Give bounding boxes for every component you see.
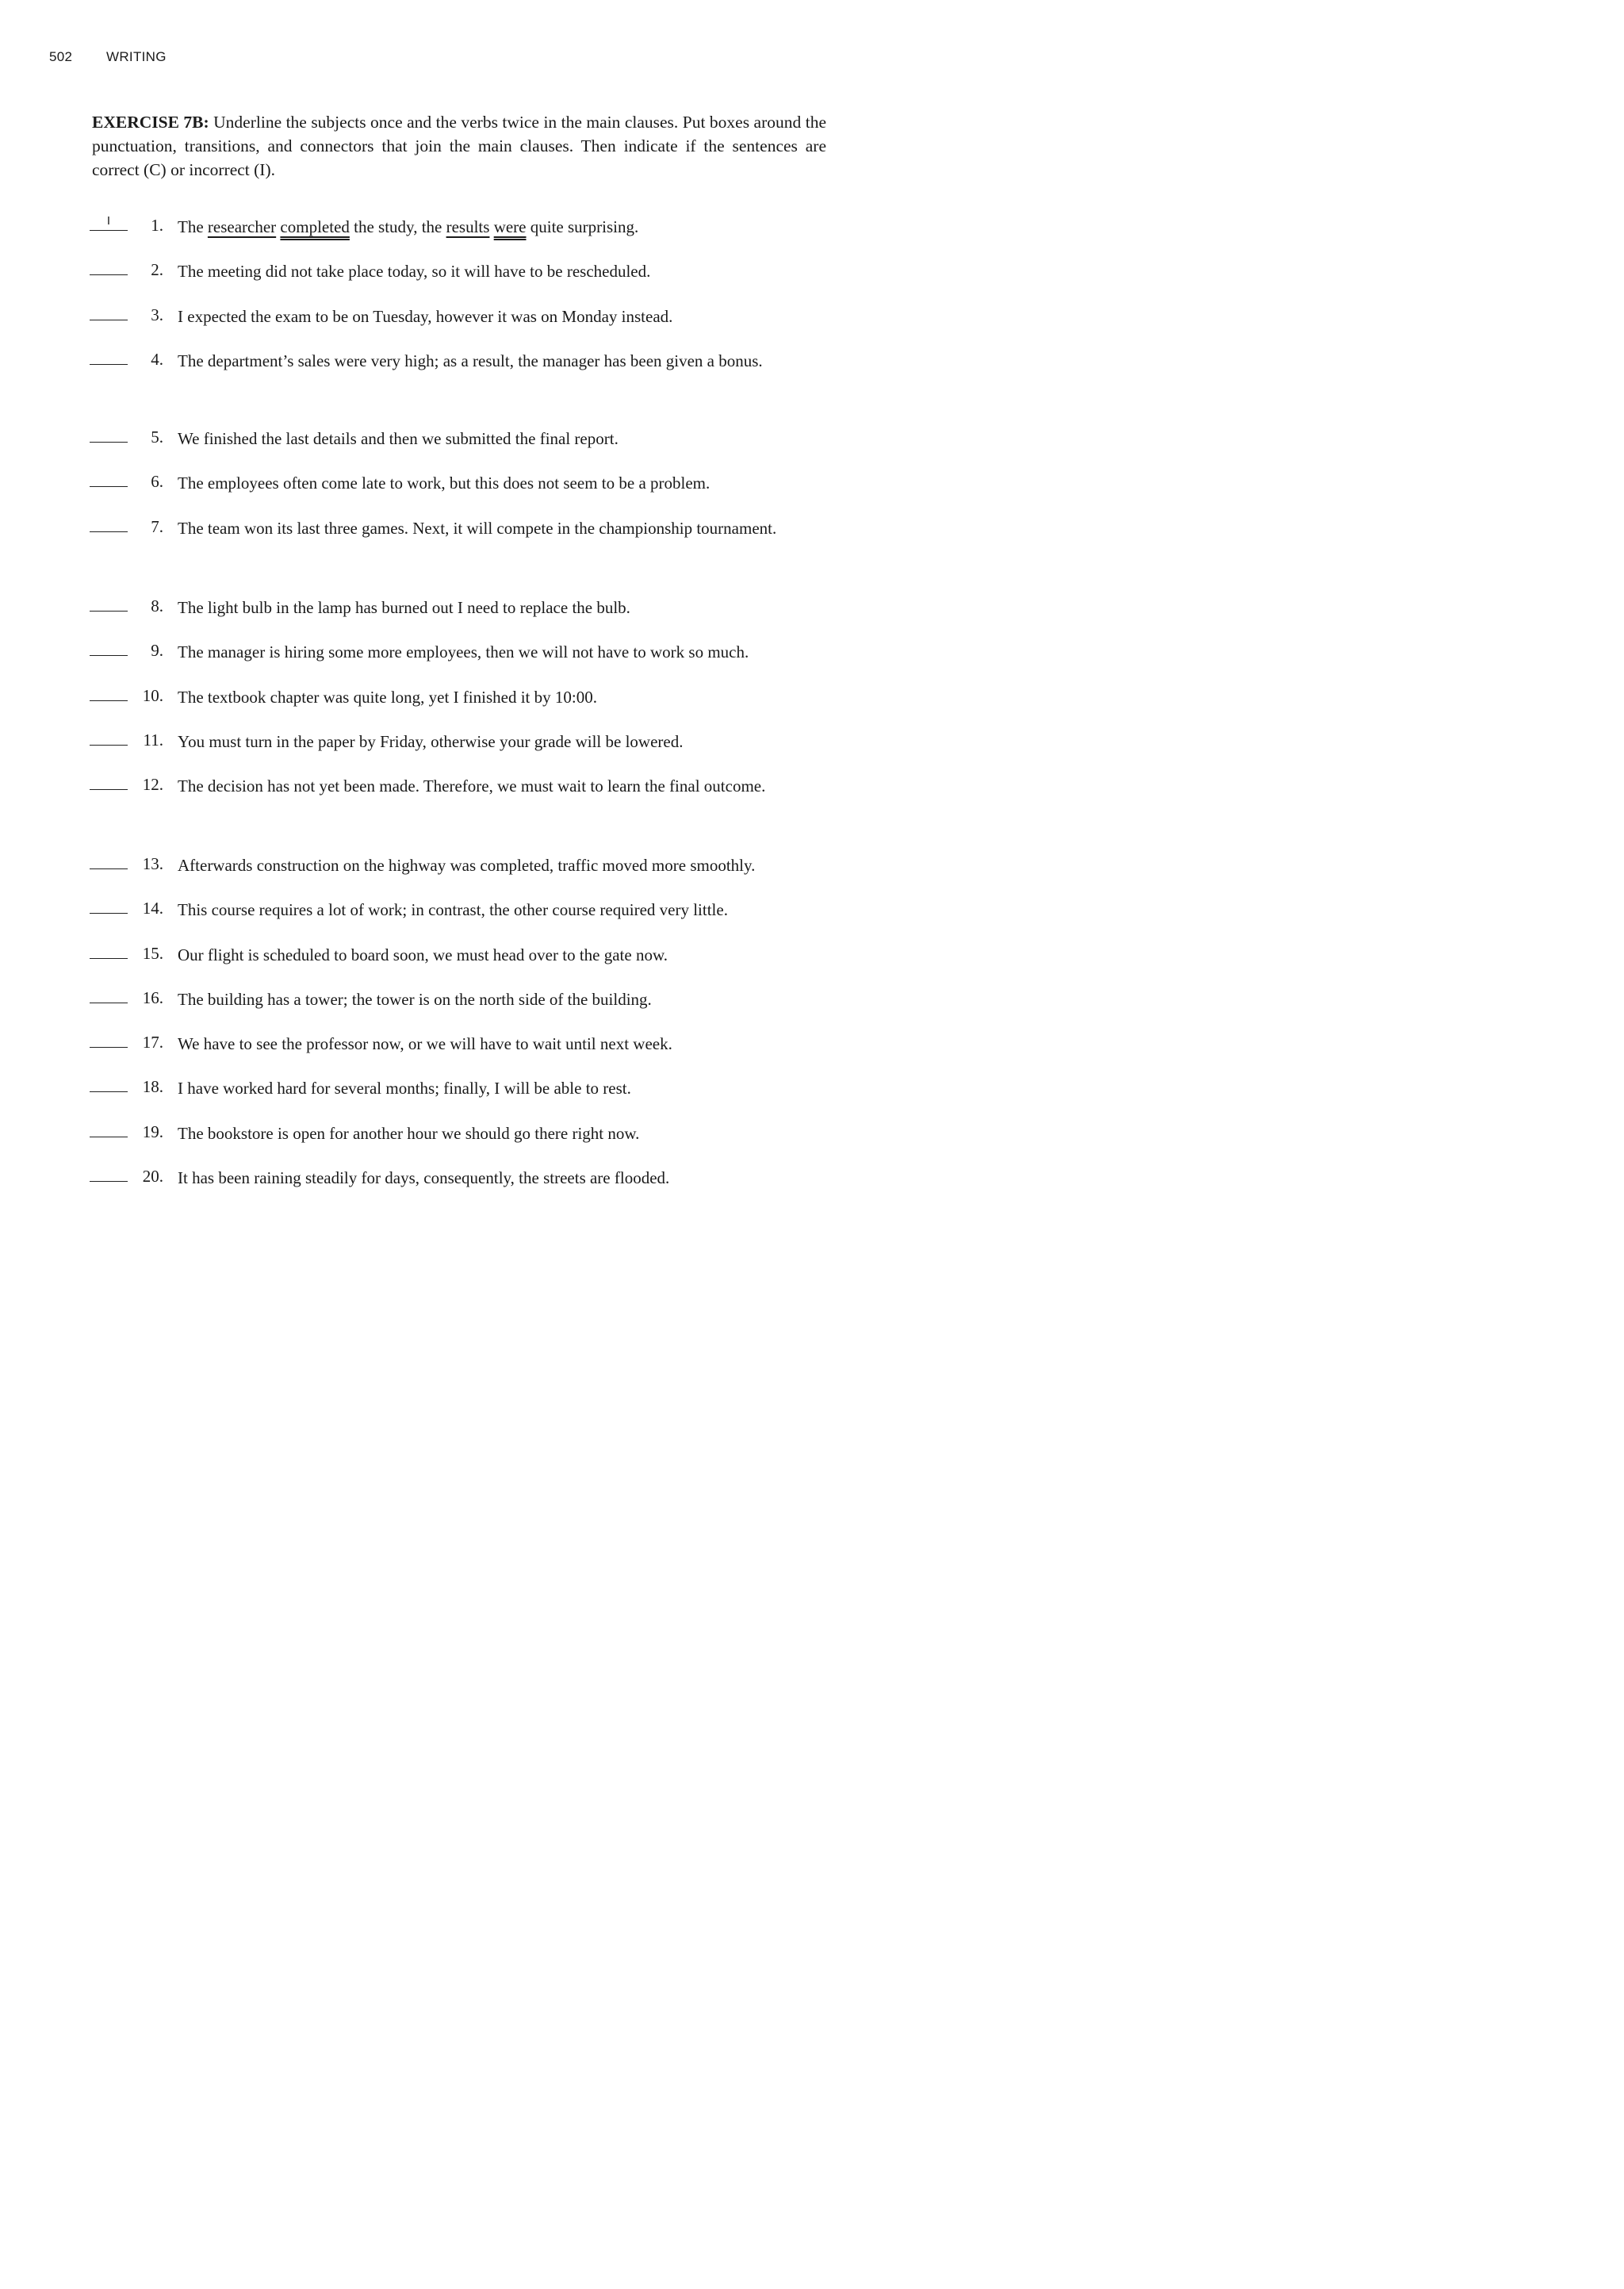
item-number: 3. <box>151 305 163 324</box>
item-sentence: The bookstore is open for another hour we should go there right now. <box>178 1124 640 1143</box>
item-number: 15. <box>142 944 163 963</box>
subject-underlined: researcher <box>207 217 277 236</box>
item-sentence: Our flight is scheduled to board soon, we must head over to the gate now. <box>178 945 668 964</box>
answer-blank[interactable] <box>90 304 128 320</box>
item-sentence: We have to see the professor now, or we will have to wait until next week. <box>178 1034 672 1053</box>
item-sentence: The light bulb in the lamp has burned out I need to replace the bulb. <box>178 598 630 617</box>
verb-double-underlined: completed <box>280 217 350 236</box>
item-sentence: This course requires a lot of work; in contrast, the other course required very little. <box>178 900 728 919</box>
item-sentence: Afterwards construction on the highway was completed, traffic moved more smoothly. <box>178 856 756 875</box>
item-sentence: I have worked hard for several months; finally, I will be able to rest. <box>178 1079 631 1098</box>
item-number: 14. <box>142 899 163 918</box>
answer-blank[interactable] <box>90 853 128 869</box>
item-sentence: The employees often come late to work, but this does not seem to be a problem. <box>178 474 710 493</box>
answer-blank[interactable] <box>90 426 128 443</box>
item-number: 12. <box>142 775 163 794</box>
item-sentence: You must turn in the paper by Friday, otherwise your grade will be lowered. <box>178 732 684 751</box>
item-sentence: It has been raining steadily for days, consequently, the streets are flooded. <box>178 1168 670 1187</box>
item-number: 19. <box>142 1122 163 1141</box>
answer-blank[interactable] <box>90 1075 128 1092</box>
answer-blank[interactable] <box>90 348 128 365</box>
item-number: 10. <box>142 686 163 705</box>
item-sentence: The manager is hiring some more employees, then we will not have to work so much. <box>178 642 749 661</box>
answer-blank[interactable] <box>90 1121 128 1137</box>
item-number: 20. <box>142 1167 163 1186</box>
exercise-instructions <box>92 110 826 182</box>
answer-blank[interactable] <box>90 516 128 532</box>
sentence-fragment: The <box>178 217 208 236</box>
item-sentence: We finished the last details and then we submitted the final report. <box>178 429 619 448</box>
item-number: 17. <box>142 1033 163 1052</box>
running-head <box>49 49 167 65</box>
item-sentence: The textbook chapter was quite long, yet I finished it by 10:00. <box>178 688 597 707</box>
item-number: 7. <box>151 517 163 536</box>
item-sentence: I expected the exam to be on Tuesday, however it was on Monday instead. <box>178 307 673 326</box>
item-number: 6. <box>151 472 163 491</box>
item-sentence: The meeting did not take place today, so it will have to be rescheduled. <box>178 262 651 281</box>
section-title: WRITING <box>106 49 167 64</box>
item-number: 13. <box>142 854 163 873</box>
answer-blank[interactable] <box>90 1031 128 1048</box>
sentence-fragment: quite surprising. <box>526 217 639 236</box>
item-number: 16. <box>142 988 163 1007</box>
answer-blank[interactable] <box>90 897 128 914</box>
page-number: 502 <box>49 49 73 64</box>
item-number: 2. <box>151 260 163 279</box>
item-number: 8. <box>151 596 163 615</box>
item-number: 5. <box>151 428 163 447</box>
answer-blank[interactable] <box>90 773 128 790</box>
item-sentence: The building has a tower; the tower is on the north side of the building. <box>178 990 652 1009</box>
exercise-label: EXERCISE 7B: <box>92 113 209 132</box>
answer-blank[interactable] <box>90 684 128 701</box>
item-number: 18. <box>142 1077 163 1096</box>
answer-blank[interactable] <box>90 259 128 275</box>
item-sentence: The team won its last three games. Next, it will compete in the championship tournament. <box>178 519 777 538</box>
item-sentence <box>178 209 836 244</box>
item-number: 9. <box>151 641 163 660</box>
answer-blank[interactable]: I <box>90 214 128 231</box>
answer-blank[interactable] <box>90 1165 128 1182</box>
subject-underlined: results <box>446 217 490 236</box>
answer-blank[interactable] <box>90 942 128 959</box>
answer-blank[interactable] <box>90 595 128 612</box>
item-number: 1. <box>151 216 163 235</box>
verb-double-underlined: were <box>493 217 527 236</box>
item-number: 4. <box>151 350 163 369</box>
item-sentence: The decision has not yet been made. Therefore, we must wait to learn the final outcome. <box>178 776 766 796</box>
instructions-text: Underline the subjects once and the verbs twice in the main clauses. Put boxes around the punctuation, transitions, and connectors that join the main clauses. Then indicate if the sentences are correct (C) or incorrect (I). <box>92 113 826 179</box>
answer-blank[interactable] <box>90 987 128 1003</box>
sentence-fragment: the study, the <box>349 217 446 236</box>
item-sentence: The department’s sales were very high; as a result, the manager has been given a bonus. <box>178 351 763 370</box>
answer-blank[interactable] <box>90 470 128 487</box>
item-number: 11. <box>143 730 163 750</box>
answer-blank[interactable] <box>90 639 128 656</box>
answer-blank[interactable] <box>90 729 128 746</box>
